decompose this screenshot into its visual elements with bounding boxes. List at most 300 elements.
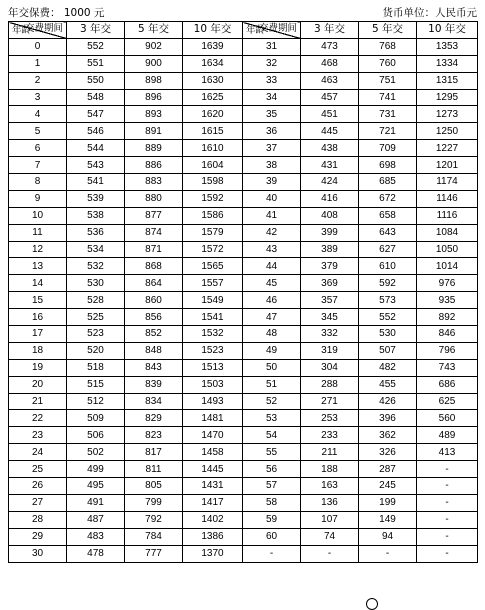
table-row <box>9 292 478 309</box>
right-rate-3yr-cell: 473 <box>301 38 359 55</box>
left-rate-10yr-cell: 1370 <box>183 545 243 562</box>
right-rate-3yr-cell: 332 <box>301 326 359 343</box>
left-rate-5yr-cell: 898 <box>125 72 183 89</box>
right-rate-3yr-cell: 107 <box>301 511 359 528</box>
corner-age: 年龄 <box>246 24 266 36</box>
left-rate-10yr-cell: 1634 <box>183 55 243 72</box>
corner-payment-period: 交费期间 <box>24 23 63 34</box>
left-age-cell: 16 <box>9 309 67 326</box>
right-rate-10yr-cell: 489 <box>417 427 478 444</box>
right-rate-5yr-cell: - <box>359 545 417 562</box>
right-age-cell: 47 <box>243 309 301 326</box>
right-rate-10yr-cell: 1116 <box>417 207 478 224</box>
right-rate-3yr-cell: 451 <box>301 106 359 123</box>
right-age-cell: 49 <box>243 342 301 359</box>
right-age-cell: 54 <box>243 427 301 444</box>
left-rate-10yr-cell: 1541 <box>183 309 243 326</box>
corner-header-left <box>9 22 67 39</box>
table-row <box>9 174 478 191</box>
left-rate-5yr-cell: 829 <box>125 410 183 427</box>
right-rate-3yr-cell: 468 <box>301 55 359 72</box>
right-age-cell: 53 <box>243 410 301 427</box>
right-rate-3yr-cell: 319 <box>301 342 359 359</box>
right-rate-5yr-cell: 709 <box>359 140 417 157</box>
left-rate-5yr-cell: 886 <box>125 157 183 174</box>
left-rate-5yr-cell: 839 <box>125 376 183 393</box>
right-rate-5yr-cell: 287 <box>359 461 417 478</box>
left-rate-5yr-cell: 856 <box>125 309 183 326</box>
right-age-cell: 51 <box>243 376 301 393</box>
right-rate-5yr-cell: 672 <box>359 190 417 207</box>
right-age-cell: 43 <box>243 241 301 258</box>
left-age-cell: 22 <box>9 410 67 427</box>
left-rate-3yr-cell: 532 <box>67 258 125 275</box>
left-rate-3yr-cell: 499 <box>67 461 125 478</box>
right-rate-5yr-cell: 731 <box>359 106 417 123</box>
right-age-cell: 58 <box>243 494 301 511</box>
left-age-cell: 18 <box>9 342 67 359</box>
right-rate-10yr-cell: 1273 <box>417 106 478 123</box>
left-age-cell: 28 <box>9 511 67 528</box>
left-rate-10yr-cell: 1579 <box>183 224 243 241</box>
right-rate-5yr-cell: 721 <box>359 123 417 140</box>
left-rate-3yr-cell: 518 <box>67 359 125 376</box>
left-rate-3yr-cell: 530 <box>67 275 125 292</box>
right-age-cell: 44 <box>243 258 301 275</box>
left-rate-10yr-cell: 1445 <box>183 461 243 478</box>
left-rate-3yr-cell: 547 <box>67 106 125 123</box>
left-rate-3yr-cell: 541 <box>67 174 125 191</box>
col-header-10yr: 10 年交 <box>417 22 478 39</box>
table-row <box>9 157 478 174</box>
left-age-cell: 6 <box>9 140 67 157</box>
right-rate-3yr-cell: 389 <box>301 241 359 258</box>
table-header-row <box>9 22 478 39</box>
right-rate-5yr-cell: 573 <box>359 292 417 309</box>
right-rate-3yr-cell: 163 <box>301 478 359 495</box>
left-rate-5yr-cell: 848 <box>125 342 183 359</box>
right-rate-3yr-cell: 304 <box>301 359 359 376</box>
right-rate-10yr-cell: 1201 <box>417 157 478 174</box>
left-rate-3yr-cell: 512 <box>67 393 125 410</box>
right-rate-10yr-cell: - <box>417 494 478 511</box>
right-age-cell: - <box>243 545 301 562</box>
right-rate-10yr-cell: 796 <box>417 342 478 359</box>
left-rate-3yr-cell: 536 <box>67 224 125 241</box>
left-rate-5yr-cell: 805 <box>125 478 183 495</box>
table-meta-line <box>8 6 477 20</box>
right-rate-3yr-cell: 74 <box>301 528 359 545</box>
left-rate-5yr-cell: 864 <box>125 275 183 292</box>
right-rate-10yr-cell: 935 <box>417 292 478 309</box>
left-age-cell: 17 <box>9 326 67 343</box>
right-rate-5yr-cell: 760 <box>359 55 417 72</box>
right-rate-5yr-cell: 751 <box>359 72 417 89</box>
right-age-cell: 42 <box>243 224 301 241</box>
left-age-cell: 7 <box>9 157 67 174</box>
right-rate-3yr-cell: 136 <box>301 494 359 511</box>
right-rate-3yr-cell: 188 <box>301 461 359 478</box>
table-row <box>9 511 478 528</box>
left-rate-3yr-cell: 520 <box>67 342 125 359</box>
right-age-cell: 32 <box>243 55 301 72</box>
left-age-cell: 15 <box>9 292 67 309</box>
left-age-cell: 0 <box>9 38 67 55</box>
left-rate-5yr-cell: 868 <box>125 258 183 275</box>
left-rate-5yr-cell: 811 <box>125 461 183 478</box>
left-rate-5yr-cell: 891 <box>125 123 183 140</box>
col-header-3yr: 3 年交 <box>301 22 359 39</box>
annual-premium-value: 1000 元 <box>63 7 105 19</box>
left-rate-3yr-cell: 551 <box>67 55 125 72</box>
table-row <box>9 393 478 410</box>
left-rate-5yr-cell: 902 <box>125 38 183 55</box>
left-age-cell: 10 <box>9 207 67 224</box>
left-rate-10yr-cell: 1481 <box>183 410 243 427</box>
left-rate-10yr-cell: 1620 <box>183 106 243 123</box>
left-age-cell: 4 <box>9 106 67 123</box>
left-rate-3yr-cell: 543 <box>67 157 125 174</box>
left-rate-3yr-cell: 539 <box>67 190 125 207</box>
right-rate-3yr-cell: 445 <box>301 123 359 140</box>
right-rate-3yr-cell: 416 <box>301 190 359 207</box>
left-rate-5yr-cell: 799 <box>125 494 183 511</box>
left-rate-10yr-cell: 1630 <box>183 72 243 89</box>
right-rate-3yr-cell: 288 <box>301 376 359 393</box>
table-row <box>9 38 478 55</box>
annual-premium <box>8 6 104 20</box>
left-rate-10yr-cell: 1513 <box>183 359 243 376</box>
table-row <box>9 106 478 123</box>
table-row <box>9 478 478 495</box>
table-row <box>9 55 478 72</box>
right-rate-3yr-cell: 211 <box>301 444 359 461</box>
right-rate-10yr-cell: 1334 <box>417 55 478 72</box>
right-rate-3yr-cell: 408 <box>301 207 359 224</box>
left-rate-3yr-cell: 528 <box>67 292 125 309</box>
left-age-cell: 20 <box>9 376 67 393</box>
right-rate-10yr-cell: 625 <box>417 393 478 410</box>
left-rate-3yr-cell: 491 <box>67 494 125 511</box>
corner-payment-period: 交费期间 <box>258 23 297 34</box>
right-age-cell: 37 <box>243 140 301 157</box>
left-rate-3yr-cell: 538 <box>67 207 125 224</box>
right-age-cell: 55 <box>243 444 301 461</box>
right-age-cell: 41 <box>243 207 301 224</box>
right-rate-5yr-cell: 149 <box>359 511 417 528</box>
right-age-cell: 34 <box>243 89 301 106</box>
left-age-cell: 3 <box>9 89 67 106</box>
col-header-5yr: 5 年交 <box>125 22 183 39</box>
annual-premium-label: 年交保费： <box>8 7 61 19</box>
right-age-cell: 56 <box>243 461 301 478</box>
right-rate-3yr-cell: 271 <box>301 393 359 410</box>
table-row <box>9 275 478 292</box>
right-rate-3yr-cell: - <box>301 545 359 562</box>
right-rate-5yr-cell: 426 <box>359 393 417 410</box>
right-rate-10yr-cell: - <box>417 511 478 528</box>
right-rate-5yr-cell: 768 <box>359 38 417 55</box>
left-rate-5yr-cell: 896 <box>125 89 183 106</box>
table-row <box>9 241 478 258</box>
left-rate-5yr-cell: 784 <box>125 528 183 545</box>
right-rate-3yr-cell: 438 <box>301 140 359 157</box>
right-rate-3yr-cell: 399 <box>301 224 359 241</box>
left-age-cell: 11 <box>9 224 67 241</box>
right-age-cell: 35 <box>243 106 301 123</box>
left-rate-10yr-cell: 1604 <box>183 157 243 174</box>
table-row <box>9 410 478 427</box>
table-row <box>9 207 478 224</box>
table-row <box>9 545 478 562</box>
left-rate-5yr-cell: 874 <box>125 224 183 241</box>
left-rate-10yr-cell: 1639 <box>183 38 243 55</box>
right-rate-5yr-cell: 455 <box>359 376 417 393</box>
left-rate-5yr-cell: 883 <box>125 174 183 191</box>
table-row <box>9 461 478 478</box>
left-rate-10yr-cell: 1549 <box>183 292 243 309</box>
table-body <box>9 38 478 562</box>
right-rate-5yr-cell: 530 <box>359 326 417 343</box>
left-age-cell: 19 <box>9 359 67 376</box>
left-age-cell: 30 <box>9 545 67 562</box>
right-age-cell: 46 <box>243 292 301 309</box>
left-rate-10yr-cell: 1565 <box>183 258 243 275</box>
right-rate-10yr-cell: 1084 <box>417 224 478 241</box>
right-rate-10yr-cell: 1227 <box>417 140 478 157</box>
left-age-cell: 5 <box>9 123 67 140</box>
right-rate-10yr-cell: 1295 <box>417 89 478 106</box>
left-rate-3yr-cell: 515 <box>67 376 125 393</box>
right-rate-3yr-cell: 253 <box>301 410 359 427</box>
left-rate-10yr-cell: 1586 <box>183 207 243 224</box>
left-rate-5yr-cell: 900 <box>125 55 183 72</box>
right-age-cell: 40 <box>243 190 301 207</box>
right-rate-5yr-cell: 362 <box>359 427 417 444</box>
right-rate-5yr-cell: 199 <box>359 494 417 511</box>
col-header-5yr: 5 年交 <box>359 22 417 39</box>
col-header-3yr: 3 年交 <box>67 22 125 39</box>
table-row <box>9 224 478 241</box>
left-rate-10yr-cell: 1557 <box>183 275 243 292</box>
left-age-cell: 27 <box>9 494 67 511</box>
left-rate-10yr-cell: 1615 <box>183 123 243 140</box>
right-age-cell: 60 <box>243 528 301 545</box>
table-row <box>9 342 478 359</box>
right-rate-10yr-cell: 686 <box>417 376 478 393</box>
right-rate-10yr-cell: 413 <box>417 444 478 461</box>
left-rate-3yr-cell: 506 <box>67 427 125 444</box>
right-rate-10yr-cell: - <box>417 478 478 495</box>
right-rate-10yr-cell: 1174 <box>417 174 478 191</box>
right-age-cell: 48 <box>243 326 301 343</box>
left-rate-3yr-cell: 525 <box>67 309 125 326</box>
right-rate-5yr-cell: 610 <box>359 258 417 275</box>
left-rate-5yr-cell: 871 <box>125 241 183 258</box>
left-age-cell: 9 <box>9 190 67 207</box>
left-rate-5yr-cell: 880 <box>125 190 183 207</box>
right-rate-10yr-cell: 743 <box>417 359 478 376</box>
right-rate-5yr-cell: 643 <box>359 224 417 241</box>
right-rate-3yr-cell: 379 <box>301 258 359 275</box>
table-row <box>9 123 478 140</box>
right-rate-5yr-cell: 245 <box>359 478 417 495</box>
right-rate-10yr-cell: 1050 <box>417 241 478 258</box>
left-rate-10yr-cell: 1493 <box>183 393 243 410</box>
left-rate-10yr-cell: 1592 <box>183 190 243 207</box>
currency-unit: 货币单位：人民币元 <box>382 7 477 19</box>
left-age-cell: 21 <box>9 393 67 410</box>
left-rate-10yr-cell: 1402 <box>183 511 243 528</box>
table-row <box>9 359 478 376</box>
table-row <box>9 427 478 444</box>
left-rate-5yr-cell: 792 <box>125 511 183 528</box>
corner-age: 年龄 <box>12 24 32 36</box>
left-rate-5yr-cell: 852 <box>125 326 183 343</box>
left-age-cell: 13 <box>9 258 67 275</box>
table-row <box>9 140 478 157</box>
table-row <box>9 72 478 89</box>
left-rate-3yr-cell: 523 <box>67 326 125 343</box>
right-rate-3yr-cell: 357 <box>301 292 359 309</box>
right-rate-10yr-cell: 1146 <box>417 190 478 207</box>
right-rate-10yr-cell: 1014 <box>417 258 478 275</box>
right-rate-10yr-cell: 1315 <box>417 72 478 89</box>
table-row <box>9 326 478 343</box>
left-rate-10yr-cell: 1625 <box>183 89 243 106</box>
right-age-cell: 39 <box>243 174 301 191</box>
right-age-cell: 33 <box>243 72 301 89</box>
left-rate-3yr-cell: 534 <box>67 241 125 258</box>
left-rate-5yr-cell: 877 <box>125 207 183 224</box>
right-rate-10yr-cell: 892 <box>417 309 478 326</box>
left-age-cell: 8 <box>9 174 67 191</box>
right-rate-5yr-cell: 627 <box>359 241 417 258</box>
right-rate-10yr-cell: - <box>417 461 478 478</box>
right-rate-5yr-cell: 592 <box>359 275 417 292</box>
left-age-cell: 12 <box>9 241 67 258</box>
left-rate-10yr-cell: 1523 <box>183 342 243 359</box>
right-age-cell: 45 <box>243 275 301 292</box>
left-rate-10yr-cell: 1532 <box>183 326 243 343</box>
left-rate-5yr-cell: 843 <box>125 359 183 376</box>
left-rate-3yr-cell: 478 <box>67 545 125 562</box>
right-rate-5yr-cell: 698 <box>359 157 417 174</box>
table-row <box>9 444 478 461</box>
table-row <box>9 89 478 106</box>
right-age-cell: 59 <box>243 511 301 528</box>
page-mark-circle <box>366 598 378 610</box>
left-rate-3yr-cell: 487 <box>67 511 125 528</box>
right-rate-5yr-cell: 507 <box>359 342 417 359</box>
left-rate-5yr-cell: 889 <box>125 140 183 157</box>
left-rate-10yr-cell: 1610 <box>183 140 243 157</box>
right-rate-3yr-cell: 463 <box>301 72 359 89</box>
left-rate-3yr-cell: 509 <box>67 410 125 427</box>
left-rate-10yr-cell: 1417 <box>183 494 243 511</box>
left-rate-5yr-cell: 777 <box>125 545 183 562</box>
left-rate-10yr-cell: 1598 <box>183 174 243 191</box>
right-age-cell: 36 <box>243 123 301 140</box>
left-rate-5yr-cell: 817 <box>125 444 183 461</box>
table-row <box>9 309 478 326</box>
right-rate-10yr-cell: 560 <box>417 410 478 427</box>
col-header-10yr: 10 年交 <box>183 22 243 39</box>
right-rate-5yr-cell: 482 <box>359 359 417 376</box>
right-age-cell: 57 <box>243 478 301 495</box>
left-rate-5yr-cell: 893 <box>125 106 183 123</box>
right-rate-5yr-cell: 741 <box>359 89 417 106</box>
right-rate-10yr-cell: 976 <box>417 275 478 292</box>
left-rate-3yr-cell: 552 <box>67 38 125 55</box>
right-rate-3yr-cell: 345 <box>301 309 359 326</box>
left-age-cell: 29 <box>9 528 67 545</box>
right-rate-3yr-cell: 424 <box>301 174 359 191</box>
right-rate-5yr-cell: 396 <box>359 410 417 427</box>
right-rate-10yr-cell: 1353 <box>417 38 478 55</box>
table-row <box>9 494 478 511</box>
table-row <box>9 258 478 275</box>
left-rate-10yr-cell: 1386 <box>183 528 243 545</box>
right-rate-10yr-cell: 1250 <box>417 123 478 140</box>
premium-rate-table <box>8 21 478 563</box>
right-rate-5yr-cell: 326 <box>359 444 417 461</box>
right-age-cell: 52 <box>243 393 301 410</box>
right-rate-3yr-cell: 431 <box>301 157 359 174</box>
right-rate-10yr-cell: - <box>417 528 478 545</box>
left-age-cell: 14 <box>9 275 67 292</box>
left-age-cell: 23 <box>9 427 67 444</box>
left-rate-10yr-cell: 1572 <box>183 241 243 258</box>
left-rate-5yr-cell: 823 <box>125 427 183 444</box>
right-rate-5yr-cell: 94 <box>359 528 417 545</box>
left-rate-10yr-cell: 1503 <box>183 376 243 393</box>
left-rate-10yr-cell: 1431 <box>183 478 243 495</box>
right-age-cell: 38 <box>243 157 301 174</box>
right-age-cell: 31 <box>243 38 301 55</box>
left-rate-10yr-cell: 1458 <box>183 444 243 461</box>
table-row <box>9 528 478 545</box>
left-age-cell: 24 <box>9 444 67 461</box>
right-rate-5yr-cell: 685 <box>359 174 417 191</box>
left-rate-3yr-cell: 550 <box>67 72 125 89</box>
right-rate-10yr-cell: - <box>417 545 478 562</box>
right-rate-3yr-cell: 233 <box>301 427 359 444</box>
left-rate-3yr-cell: 546 <box>67 123 125 140</box>
right-rate-5yr-cell: 552 <box>359 309 417 326</box>
left-rate-3yr-cell: 495 <box>67 478 125 495</box>
left-rate-3yr-cell: 483 <box>67 528 125 545</box>
right-rate-3yr-cell: 369 <box>301 275 359 292</box>
right-age-cell: 50 <box>243 359 301 376</box>
left-age-cell: 25 <box>9 461 67 478</box>
left-rate-5yr-cell: 834 <box>125 393 183 410</box>
right-rate-5yr-cell: 658 <box>359 207 417 224</box>
left-rate-3yr-cell: 548 <box>67 89 125 106</box>
left-rate-3yr-cell: 544 <box>67 140 125 157</box>
corner-header-right <box>243 22 301 39</box>
left-age-cell: 2 <box>9 72 67 89</box>
left-age-cell: 1 <box>9 55 67 72</box>
table-row <box>9 190 478 207</box>
left-rate-5yr-cell: 860 <box>125 292 183 309</box>
right-rate-10yr-cell: 846 <box>417 326 478 343</box>
left-rate-3yr-cell: 502 <box>67 444 125 461</box>
right-rate-3yr-cell: 457 <box>301 89 359 106</box>
left-rate-10yr-cell: 1470 <box>183 427 243 444</box>
table-row <box>9 376 478 393</box>
left-age-cell: 26 <box>9 478 67 495</box>
